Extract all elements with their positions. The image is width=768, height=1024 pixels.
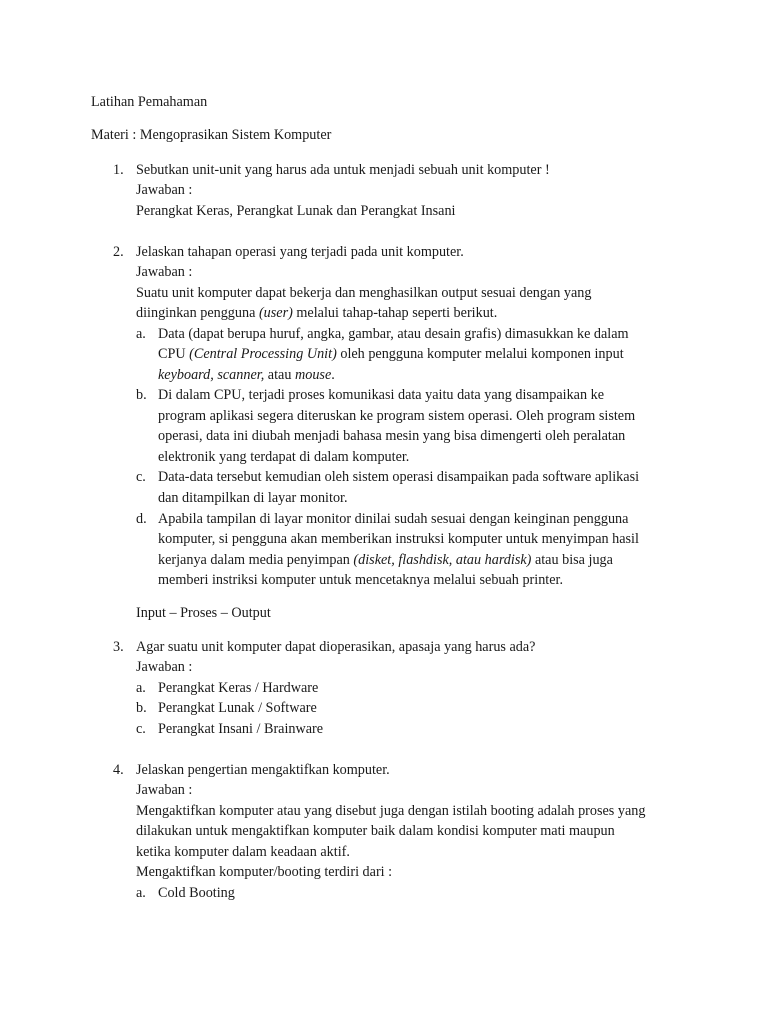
q2-answer-label: Jawaban :	[136, 264, 193, 280]
q3-item-software: Perangkat Lunak / Software	[158, 700, 317, 716]
q2-item-c-line-1: Data-data tersebut kemudian oleh sistem operasi disampaikan pada software aplikasi	[158, 469, 640, 485]
q4-answer-line-4: Mengaktifkan komputer/booting terdiri dari :	[136, 864, 393, 880]
materi-line: Materi : Mengoprasikan Sistem Komputer	[91, 127, 332, 143]
q4-item-cold-booting: Cold Booting	[158, 885, 235, 901]
q2-intro-line-1: Suatu unit komputer dapat bekerja dan menghasilkan output sesuai dengan yang	[136, 285, 592, 301]
q2-item-d-line-3: kerjanya dalam media penyimpan (disket, flashdisk, atau hardisk) atau bisa juga	[158, 552, 613, 568]
q3-item-marker: b.	[136, 700, 147, 716]
q2-item-d-line-1: Apabila tampilan di layar monitor dinilai sudah sesuai dengan keinginan pengguna	[158, 511, 629, 527]
q2-item-a-line-2: CPU (Central Processing Unit) oleh pengguna komputer melalui komponen input	[158, 346, 624, 362]
q4-answer-line-1: Mengaktifkan komputer atau yang disebut juga dengan istilah booting adalah proses yang	[136, 803, 646, 819]
q4-question: Jelaskan pengertian mengaktifkan komputer.	[136, 762, 390, 778]
q2-item-c-marker: c.	[136, 469, 146, 485]
q2-item-b-line-1: Di dalam CPU, terjadi proses komunikasi data yaitu data yang disampaikan ke	[158, 387, 605, 403]
q1-answer-label: Jawaban :	[136, 182, 193, 198]
q1-answer: Perangkat Keras, Perangkat Lunak dan Perangkat Insani	[136, 203, 456, 219]
document-heading: Latihan Pemahaman	[91, 94, 208, 110]
q2-item-b-marker: b.	[136, 387, 147, 403]
q3-item-brainware: Perangkat Insani / Brainware	[158, 721, 324, 737]
q4-answer-line-2: dilakukan untuk mengaktifkan komputer baik dalam kondisi komputer mati maupun	[136, 823, 615, 839]
q2-item-a-line-1: Data (dapat berupa huruf, angka, gambar, atau desain grafis) dimasukkan ke dalam	[158, 326, 629, 342]
q4-number: 4.	[113, 762, 124, 778]
q4-answer-line-3: ketika komputer dalam keadaan aktif.	[136, 844, 350, 860]
q2-item-b-line-3: operasi, data ini diubah menjadi bahasa mesin yang bisa dimengerti oleh peralatan	[158, 428, 626, 444]
q2-item-b-line-2: program aplikasi segera diteruskan ke program sistem operasi. Oleh program sistem	[158, 408, 636, 424]
q2-question: Jelaskan tahapan operasi yang terjadi pada unit komputer.	[136, 244, 464, 260]
q3-question: Agar suatu unit komputer dapat dioperasikan, apasaja yang harus ada?	[136, 639, 536, 655]
q2-intro-line-2: diinginkan pengguna (user) melalui tahap-tahap seperti berikut.	[136, 305, 498, 321]
q2-item-d-marker: d.	[136, 511, 147, 527]
q1-number: 1.	[113, 162, 124, 178]
q3-item-marker: a.	[136, 680, 146, 696]
q4-answer-label: Jawaban :	[136, 782, 193, 798]
q2-item-d-line-4: memberi instriksi komputer untuk mencetaknya melalui sebuah printer.	[158, 572, 564, 588]
q2-item-c-line-2: dan ditampilkan di layar monitor.	[158, 490, 348, 506]
q3-item-hardware: Perangkat Keras / Hardware	[158, 680, 319, 696]
q2-item-d-line-2: komputer, si pengguna akan memberikan instruksi komputer untuk menyimpan hasil	[158, 531, 639, 547]
q3-answer-label: Jawaban :	[136, 659, 193, 675]
q2-item-a-marker: a.	[136, 326, 146, 342]
q1-question: Sebutkan unit-unit yang harus ada untuk menjadi sebuah unit komputer !	[136, 162, 550, 178]
q2-item-b-line-4: elektronik yang terdapat di dalam komputer.	[158, 449, 410, 465]
q2-flow-summary: Input – Proses – Output	[136, 605, 271, 621]
q2-number: 2.	[113, 244, 124, 260]
q4-item-a-marker: a.	[136, 885, 146, 901]
q3-item-marker: c.	[136, 721, 146, 737]
q3-number: 3.	[113, 639, 124, 655]
q2-item-a-line-3: keyboard, scanner, atau mouse.	[158, 367, 335, 383]
